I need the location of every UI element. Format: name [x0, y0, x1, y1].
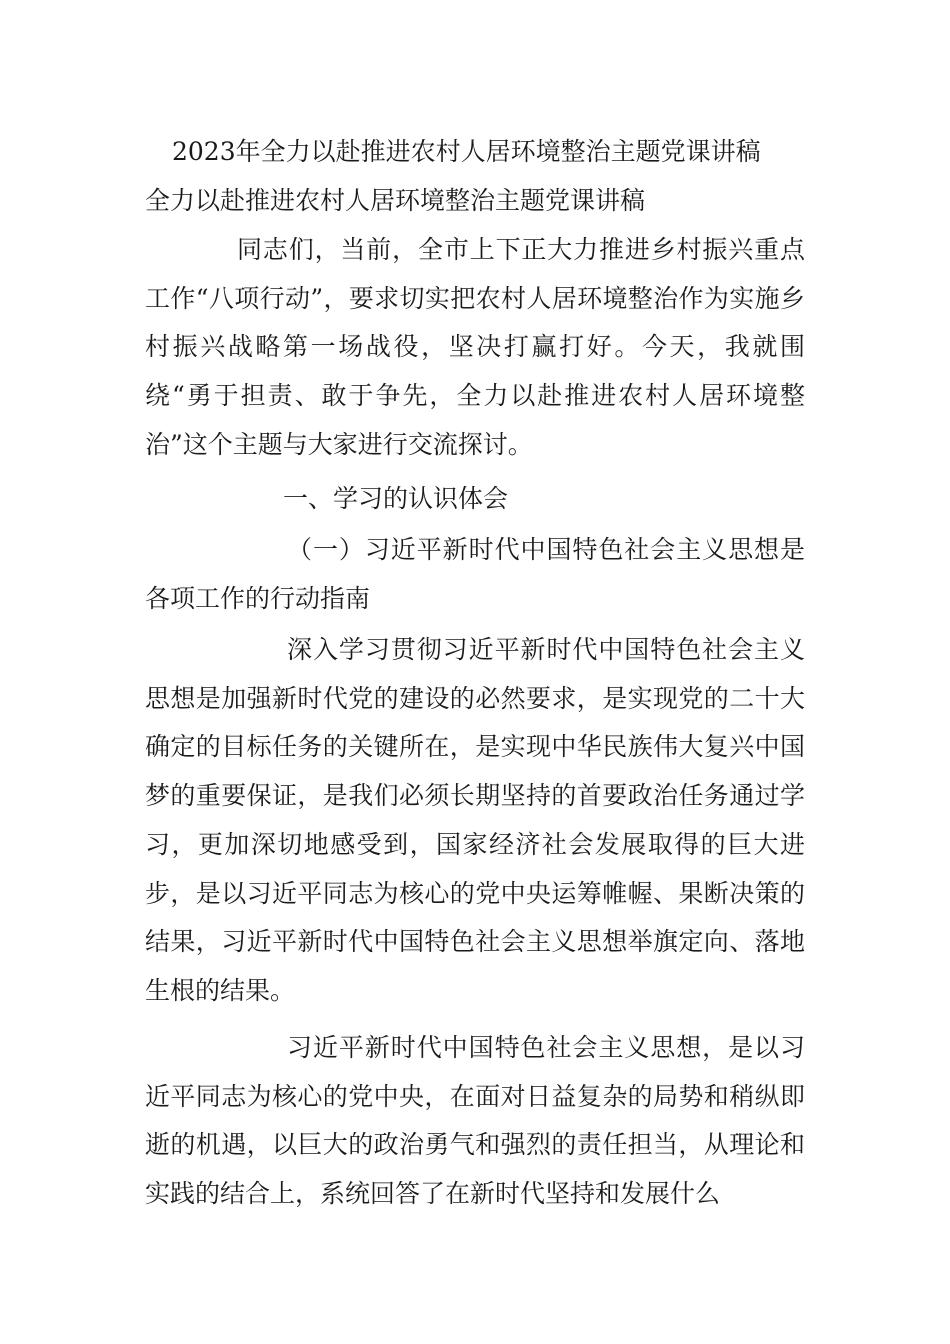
section-heading: 一、学习的认识体会: [283, 484, 509, 513]
document-title: 2023年全力以赴推进农村人居环境整治主题党课讲稿: [172, 137, 761, 166]
subsection-heading: （一）习近平新时代中国特色社会主义思想是各项工作的行动指南: [145, 535, 805, 613]
paragraph-thought: 习近平新时代中国特色社会主义思想，是以习近平同志为核心的党中央，在面对日益复杂的局势和稍纵即逝的机遇，以巨大的政治勇气和强烈的责任担当，从理论和实践的结合上，系统回答了在新时代坚持和发展什么: [145, 1033, 805, 1209]
paragraph-study: 深入学习贯彻习近平新时代中国特色社会主义思想是加强新时代党的建设的必然要求，是实现党的二十大确定的目标任务的关键所在，是实现中华民族伟大复兴中国梦的重要保证，是我们必须长期坚持的首要政治任务通过学习，更加深切地感受到，国家经济社会发展取得的巨大进步，是以习近平同志为核心的党中央运筹帷幄、果断决策的结果，习近平新时代中国特色社会主义思想举旗定向、落地生根的结果。: [145, 635, 805, 1005]
paragraph-intro: 同志们，当前，全市上下正大力推进乡村振兴重点工作“八项行动”，要求切实把农村人居环境整治作为实施乡村振兴战略第一场战役，坚决打赢打好。今天，我就围绕“勇于担责、敢于争先，全力以赴推进农村人居环境整治”这个主题与大家进行交流探讨。: [145, 235, 805, 459]
document-subtitle: 全力以赴推进农村人居环境整治主题党课讲稿: [145, 186, 646, 215]
